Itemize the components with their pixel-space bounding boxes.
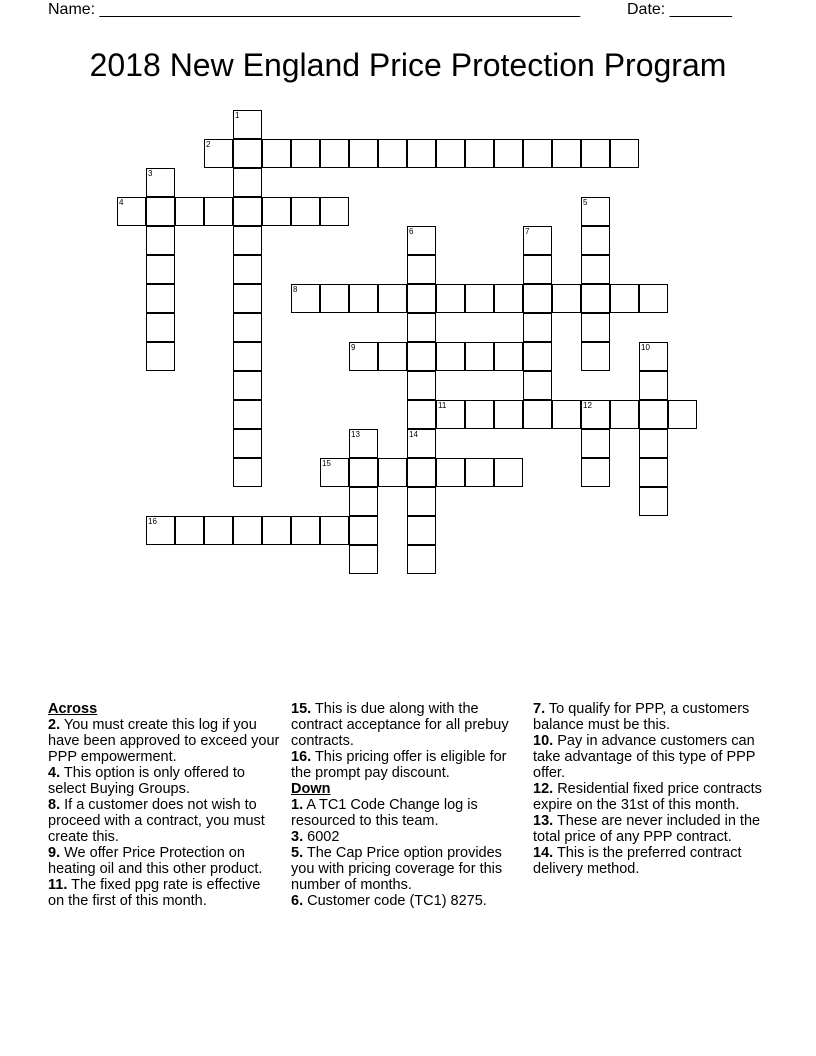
grid-cell[interactable] [523, 342, 552, 371]
grid-cell[interactable] [436, 342, 465, 371]
grid-cell[interactable] [523, 139, 552, 168]
grid-cell[interactable] [407, 400, 436, 429]
grid-cell[interactable] [204, 516, 233, 545]
grid-cell[interactable] [233, 255, 262, 284]
grid-cell[interactable] [233, 371, 262, 400]
grid-cell[interactable] [465, 400, 494, 429]
grid-cell[interactable] [552, 400, 581, 429]
grid-cell[interactable] [233, 168, 262, 197]
grid-cell[interactable] [407, 487, 436, 516]
grid-cell[interactable] [494, 284, 523, 313]
cell-number: 16 [148, 517, 157, 526]
grid-cell[interactable] [233, 110, 262, 139]
grid-cell[interactable] [262, 139, 291, 168]
down-heading: Down [291, 781, 331, 797]
grid-cell[interactable] [146, 197, 175, 226]
cell-number: 12 [583, 401, 592, 410]
grid-cell[interactable] [465, 458, 494, 487]
grid-cell[interactable] [407, 545, 436, 574]
grid-cell[interactable] [436, 458, 465, 487]
grid-cell[interactable] [349, 458, 378, 487]
clue-across-2: 2. You must create this log if you have been approved to exceed your PPP empowerment. [48, 717, 280, 765]
clue-column-2 [291, 701, 523, 909]
date-field-label: Date: _______ [627, 1, 732, 18]
grid-cell[interactable] [233, 197, 262, 226]
grid-cell[interactable] [407, 458, 436, 487]
cell-number: 8 [293, 285, 298, 294]
clue-column-1 [48, 701, 280, 909]
grid-cell[interactable] [639, 342, 668, 371]
grid-cell[interactable] [610, 139, 639, 168]
grid-cell[interactable] [668, 400, 697, 429]
grid-cell[interactable] [494, 400, 523, 429]
cell-number: 11 [438, 401, 447, 410]
grid-cell[interactable] [523, 255, 552, 284]
grid-cell[interactable] [523, 371, 552, 400]
grid-cell[interactable] [581, 342, 610, 371]
clue-down-7: 7. To qualify for PPP, a customers balance must be this. [533, 701, 750, 733]
grid-cell[interactable] [610, 284, 639, 313]
cell-number: 6 [409, 227, 414, 236]
grid-cell[interactable] [349, 429, 378, 458]
cell-number: 4 [119, 198, 124, 207]
grid-cell[interactable] [523, 313, 552, 342]
grid-cell[interactable] [581, 458, 610, 487]
name-field-label: Name: ______________________________________________________ [48, 1, 581, 18]
grid-cell[interactable] [233, 139, 262, 168]
grid-cell[interactable] [581, 255, 610, 284]
grid-cell[interactable] [233, 429, 262, 458]
clue-down-1: 1. A TC1 Code Change log is resourced to this team. [291, 797, 478, 829]
grid-cell[interactable] [581, 400, 610, 429]
grid-cell[interactable] [639, 371, 668, 400]
grid-cell[interactable] [146, 516, 175, 545]
grid-cell[interactable] [349, 487, 378, 516]
grid-cell[interactable] [581, 226, 610, 255]
grid-cell[interactable] [320, 197, 349, 226]
grid-cell[interactable] [233, 313, 262, 342]
grid-cell[interactable] [291, 516, 320, 545]
grid-cell[interactable] [204, 139, 233, 168]
grid-cell[interactable] [233, 226, 262, 255]
grid-cell[interactable] [233, 400, 262, 429]
grid-cell[interactable] [407, 371, 436, 400]
grid-cell[interactable] [407, 429, 436, 458]
grid-cell[interactable] [233, 516, 262, 545]
grid-cell[interactable] [436, 284, 465, 313]
grid-cell[interactable] [581, 284, 610, 313]
grid-cell[interactable] [175, 197, 204, 226]
grid-cell[interactable] [146, 284, 175, 313]
clue-across-9: 9. We offer Price Protection on heating oil and this other product. [48, 845, 263, 877]
grid-cell[interactable] [581, 313, 610, 342]
grid-cell[interactable] [233, 284, 262, 313]
grid-cell[interactable] [349, 139, 378, 168]
grid-cell[interactable] [146, 342, 175, 371]
cell-number: 1 [235, 111, 240, 120]
clue-column-3 [533, 701, 773, 877]
grid-cell[interactable] [465, 342, 494, 371]
cell-number: 2 [206, 140, 211, 149]
grid-cell[interactable] [146, 168, 175, 197]
grid-cell[interactable] [639, 458, 668, 487]
grid-cell[interactable] [407, 284, 436, 313]
grid-cell[interactable] [581, 429, 610, 458]
clue-across-8: 8. If a customer does not wish to proceed with a contract, you must create this. [48, 797, 265, 845]
grid-cell[interactable] [407, 139, 436, 168]
grid-cell[interactable] [407, 516, 436, 545]
clue-down-14: 14. This is the preferred contract delivery method. [533, 845, 742, 877]
grid-cell[interactable] [204, 197, 233, 226]
grid-cell[interactable] [639, 487, 668, 516]
grid-cell[interactable] [378, 284, 407, 313]
cell-number: 14 [409, 430, 418, 439]
grid-cell[interactable] [291, 139, 320, 168]
clue-down-5: 5. The Cap Price option provides you with pricing coverage for this number of months. [291, 845, 503, 893]
clue-down-13: 13. These are never included in the total price of any PPP contract. [533, 813, 761, 845]
cell-number: 7 [525, 227, 530, 236]
grid-cell[interactable] [378, 458, 407, 487]
grid-cell[interactable] [349, 342, 378, 371]
grid-cell[interactable] [407, 226, 436, 255]
grid-cell[interactable] [117, 197, 146, 226]
grid-cell[interactable] [465, 284, 494, 313]
across-heading: Across [48, 701, 98, 717]
grid-cell[interactable] [523, 226, 552, 255]
clue-down-10: 10. Pay in advance customers can take advantage of this type of PPP offer. [533, 733, 756, 781]
grid-cell[interactable] [581, 139, 610, 168]
page-title: 2018 New England Price Protection Program [89, 47, 727, 83]
clue-down-6: 6. Customer code (TC1) 8275. [291, 893, 487, 909]
clue-across-4: 4. This option is only offered to select Buying Groups. [48, 765, 245, 797]
grid-cell[interactable] [233, 342, 262, 371]
grid-cell[interactable] [349, 545, 378, 574]
grid-cell[interactable] [581, 197, 610, 226]
grid-cell[interactable] [407, 255, 436, 284]
grid-cell[interactable] [465, 139, 494, 168]
grid-cell[interactable] [175, 516, 204, 545]
grid-cell[interactable] [146, 255, 175, 284]
grid-cell[interactable] [639, 429, 668, 458]
cell-number: 5 [583, 198, 588, 207]
grid-cell[interactable] [146, 226, 175, 255]
grid-cell[interactable] [407, 342, 436, 371]
grid-cell[interactable] [146, 313, 175, 342]
grid-cell[interactable] [233, 458, 262, 487]
grid-cell[interactable] [262, 197, 291, 226]
grid-cell[interactable] [349, 284, 378, 313]
grid-cell[interactable] [407, 313, 436, 342]
grid-cell[interactable] [523, 284, 552, 313]
grid-cell[interactable] [639, 284, 668, 313]
grid-cell[interactable] [523, 400, 552, 429]
grid-cell[interactable] [291, 197, 320, 226]
clue-across-16: 16. This pricing offer is eligible for the prompt pay discount. [291, 749, 507, 781]
grid-cell[interactable] [349, 516, 378, 545]
grid-cell[interactable] [378, 139, 407, 168]
grid-cell[interactable] [291, 284, 320, 313]
cell-number: 13 [351, 430, 360, 439]
cell-number: 15 [322, 459, 331, 468]
clue-down-12: 12. Residential fixed price contracts expire on the 31st of this month. [533, 781, 762, 813]
grid-cell[interactable] [610, 400, 639, 429]
clue-across-11: 11. The fixed ppg rate is effective on the first of this month. [48, 877, 261, 909]
grid-cell[interactable] [494, 139, 523, 168]
grid-cell[interactable] [320, 284, 349, 313]
grid-cell[interactable] [494, 458, 523, 487]
grid-cell[interactable] [320, 516, 349, 545]
cell-number: 9 [351, 343, 356, 352]
grid-cell[interactable] [320, 458, 349, 487]
grid-cell[interactable] [552, 284, 581, 313]
grid-cell[interactable] [494, 342, 523, 371]
grid-cell[interactable] [552, 139, 581, 168]
grid-cell[interactable] [639, 400, 668, 429]
grid-cell[interactable] [262, 516, 291, 545]
cell-number: 10 [641, 343, 650, 352]
grid-cell[interactable] [436, 139, 465, 168]
clue-across-15: 15. This is due along with the contract acceptance for all prebuy contracts. [291, 701, 509, 749]
grid-cell[interactable] [320, 139, 349, 168]
grid-cell[interactable] [378, 342, 407, 371]
cell-number: 3 [148, 169, 153, 178]
clue-down-3: 3. 6002 [291, 829, 340, 845]
grid-cell[interactable] [436, 400, 465, 429]
